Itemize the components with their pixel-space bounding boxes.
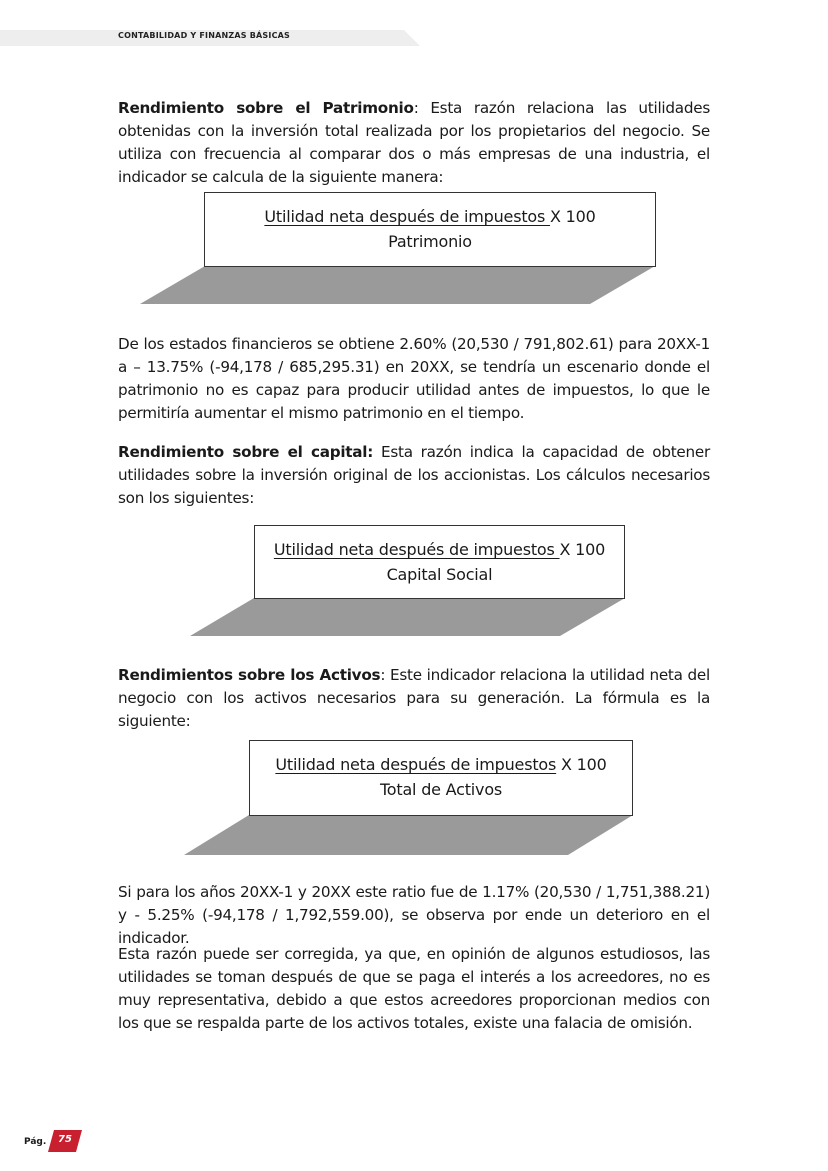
paragraph-assets-intro (118, 664, 710, 733)
heading-capital: Rendimiento sobre el capital: (118, 443, 374, 461)
formula-denominator: Total de Activos (379, 780, 503, 799)
running-header: CONTABILIDAD Y FINANZAS BÁSICAS (118, 31, 290, 40)
page-label: Pág. (24, 1137, 47, 1147)
formula-box-roe (204, 192, 656, 267)
paragraph-omission-fallacy: Esta razón puede ser corregida, ya que, en opinión de algunos estudiosos, las utilidades se toman después de que se paga el interés a los acreedores, no es muy representativa, debido a que estos acreedores proporcionan medios con los que se respalda parte de los activos totales, existe una falacia de omisión. (118, 945, 710, 1032)
formula-box-assets (249, 740, 633, 816)
formula-numerator: Utilidad neta después de impuestos X 100 (273, 540, 606, 559)
paragraph-roe-intro (118, 97, 710, 189)
page-number: 75 (58, 1134, 72, 1145)
formula-shadow (182, 815, 636, 857)
formula-denominator: Patrimonio (388, 232, 472, 251)
paragraph-capital-intro (118, 441, 710, 510)
assets-description: : Este indicador relaciona la utilidad neta del negocio con los activos necesarios para su generación. La fórmula es la siguiente: (118, 666, 710, 730)
paragraph-roe-results: De los estados financieros se obtiene 2.60% (20,530 / 791,802.61) para 20XX-1 a – 13.75% (-94,178 / 685,295.31) en 20XX, se tendría un escenario donde el patrimonio no es capaz para producir utilidad antes de impuestos, lo que le permitiría aumentar el mismo patrimonio en el tiempo. (118, 335, 710, 422)
formula-shadow (188, 598, 628, 638)
formula-numerator: Utilidad neta después de impuestos X 100 (264, 207, 596, 226)
roe-description: : Esta razón relaciona las utilidades obtenidas con la inversión total realizada por los propietarios del negocio. Se utiliza con frecuencia al comparar dos o más empresas de una industria, el indicador se calcula de la siguiente manera: (118, 99, 710, 186)
heading-roe: Rendimiento sobre el Patrimonio (118, 99, 414, 117)
formula-numerator: Utilidad neta después de impuestos X 100 (275, 755, 607, 774)
page-number-badge (48, 1130, 82, 1152)
formula-denominator: Capital Social (386, 565, 493, 584)
formula-box-capital (254, 525, 625, 599)
paragraph-assets-results: Si para los años 20XX-1 y 20XX este ratio fue de 1.17% (20,530 / 1,751,388.21) y - 5.25% (-94,178 / 1,792,559.00), se observa por ende un deterioro en el indicador. (118, 883, 710, 947)
heading-assets: Rendimientos sobre los Activos (118, 666, 381, 684)
capital-description: Esta razón indica la capacidad de obtener utilidades sobre la inversión original de los accionistas. Los cálculos necesarios son los siguientes: (118, 443, 710, 507)
formula-shadow (138, 266, 658, 306)
